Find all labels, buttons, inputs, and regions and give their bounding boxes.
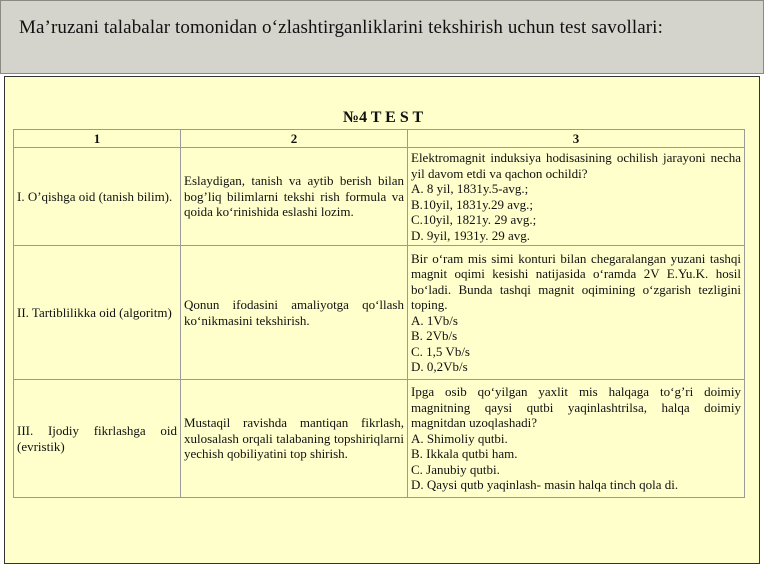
table-row — [14, 246, 745, 380]
test-table — [13, 129, 745, 498]
description-cell: Eslaydigan, tanish va aytib berish bilan bog’liq bilimlarni tekshi rish formula va qoida ko‘rinishida eslashi lozim. — [181, 148, 408, 246]
answer-option: D. 9yil, 1931y. 29 avg. — [411, 227, 531, 243]
description-cell: Qonun ifodasini amaliyotga qo‘llash ko‘nikmasini tekshirish. — [181, 246, 408, 380]
answer-option: C. 1,5 Vb/s — [411, 343, 470, 359]
test-heading: №4 T E S T — [343, 109, 424, 126]
question-text: Bir o‘ram mis simi konturi bilan chegaralangan yuzani tashqi magnit oqimi kesishi natijasida o‘ramda 2V E.Yu.K. hosil bo‘ladi. Bunda tashqi magnit oqimining o‘zgarish tezligini toping. — [411, 250, 741, 312]
slide-title: Ma’ruzani talabalar tomonidan o‘zlashtirganliklarini tekshirish uchun test savollari: — [19, 17, 663, 38]
answer-option: C.10yil, 1821y. 29 avg.; — [411, 212, 537, 227]
table-row — [14, 380, 745, 498]
question-text: Ipga osib qo‘yilgan yaxlit mis halqaga to‘g’ri doimiy magnitning qaysi qutbi yaqinlashtrilsa, halqa doimiy magnitdan uzoqlashadi? — [411, 384, 741, 431]
question-cell — [408, 246, 745, 380]
level-cell: III. Ijodiy fikrlashga oid (evristik) — [14, 380, 181, 498]
table-header-row — [14, 130, 745, 148]
answer-option: B. Ikkala qutbi ham. — [411, 446, 518, 462]
answer-option: D. Qaysi qutb yaqinlash- masin halqa tinch qola di. — [411, 477, 679, 493]
answer-option: A. Shimoliy qutbi. — [411, 430, 508, 446]
question-cell — [408, 148, 745, 246]
column-header: 3 — [408, 130, 745, 148]
answer-option: B.10yil, 1831y.29 avg.; — [411, 196, 533, 212]
answer-option: B. 2Vb/s — [411, 328, 458, 343]
level-cell: I. O’qishga oid (tanish bilim). — [14, 148, 181, 246]
answer-option: C. Janubiy qutbi. — [411, 461, 500, 477]
answer-option: A. 8 yil, 1831y.5-avg.; — [411, 181, 529, 196]
title-bar — [0, 0, 764, 74]
answer-option: A. 1Vb/s — [411, 312, 458, 328]
description-cell: Mustaqil ravishda mantiqan fikrlash, xulosalash orqali talabaning topshiriqlarni yechish qobiliyatini top shirish. — [181, 380, 408, 498]
column-header: 2 — [181, 130, 408, 148]
question-cell — [408, 380, 745, 498]
level-cell: II. Tartiblilikka oid (algoritm) — [14, 246, 181, 380]
column-header: 1 — [14, 130, 181, 148]
answer-option: D. 0,2Vb/s — [411, 359, 468, 374]
question-text: Elektromagnit induksiya hodisasining ochilish jarayoni necha yil davom etdi va qachon ochildi? — [411, 150, 741, 181]
table-row — [14, 148, 745, 246]
